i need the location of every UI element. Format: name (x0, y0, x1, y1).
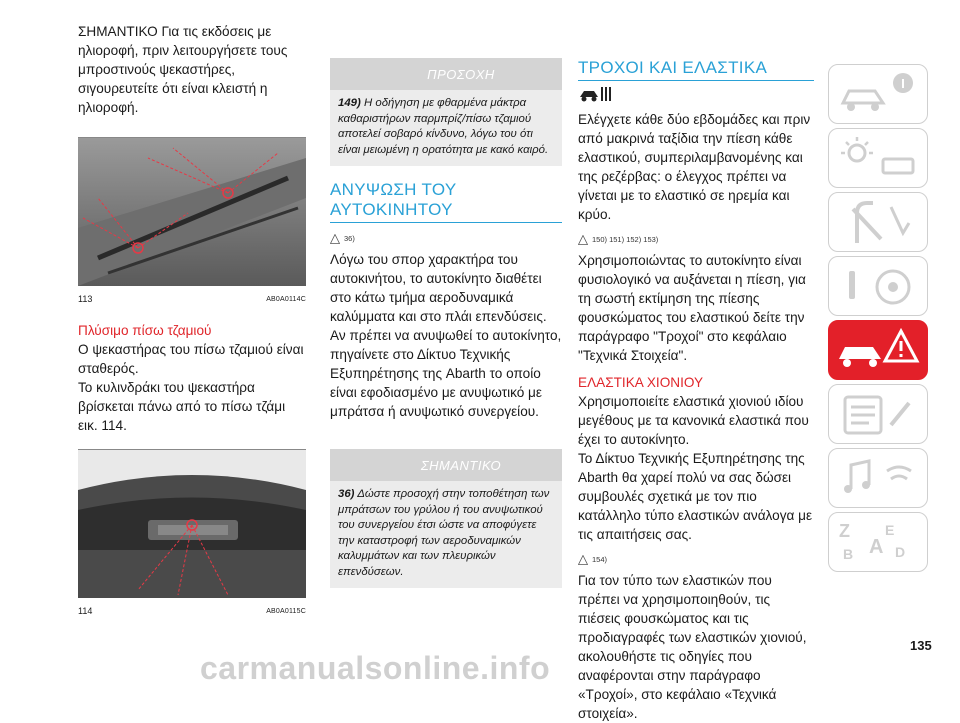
tyre-paragraph-2: Χρησιμοποιώντας το αυτοκίνητο είναι φυσιολογικό να αυξάνεται η πίεση, για τη σωστή εκτίμηση της πίεσης φουσκώματος του ελαστικού δείτε την παράγραφο "Τροχοί" στο κεφάλαιο "Τεχνικά Στοιχεία". (578, 253, 806, 363)
reference-marks (330, 229, 562, 248)
lifting-section-title: ΑΝΥΨΩΣΗ ΤΟΥ ΑΥΤΟΚΙΝΗΤΟΥ (330, 180, 457, 219)
chapter-tab-index[interactable] (828, 512, 928, 572)
tyre-paragraph-1: Ελέγχετε κάθε δύο εβδομάδες και πριν από μακρινά ταξίδια την πίεση κάθε ελαστικού, συμπεριλαμβανομένης και της ρεζέρβας: ο έλεγχος πρέπει να γίνεται με το ελαστικό σε ηρεμία και κρύο. (578, 112, 811, 222)
section-divider (330, 222, 562, 223)
tyre-icon-row (578, 85, 814, 108)
chapter-tab-car-info[interactable] (828, 64, 928, 124)
figure-114-caption (78, 602, 306, 621)
important-banner (330, 449, 562, 481)
snow-paragraph-2: Το Δίκτυο Τεχνικής Εξυπηρέτησης της Abarth θα χαρεί πολύ να σας δώσει συμβουλές σχετικά με τον πιο κατάλληλο τύπο ελαστικών ανάλογα με τις απαιτήσεις σας. (578, 451, 813, 542)
chapter-tab-safety[interactable] (828, 192, 928, 252)
chapter-tab-emergency[interactable] (828, 320, 928, 380)
figure-code: AB0A0114C (266, 296, 306, 303)
warning-text: Η οδήγηση με φθαρμένα μάκτρα καθαριστήρων παρμπρίζ/πίσω τζαμιού αποτελεί σοβαρό κίνδυνο, λόγω του ότι είναι μειωμένη η ορατότητα με κακό καιρό. (338, 97, 549, 156)
car-tyre-icon (578, 85, 614, 103)
caution-icon (578, 235, 588, 245)
warning-banner (330, 58, 562, 90)
warning-title: ΠΡΟΣΟΧΗ (427, 66, 495, 82)
figure-113 (78, 137, 306, 288)
svg-text:D: D (895, 544, 906, 560)
snow-paragraph-3: Για τον τύπο των ελαστικών που πρέπει να χρησιμοποιηθούν, τις πιέσεις φουσκώματος και τις προδιαγραφές των ελαστικών χιονιού, ακολουθήστε τις οδηγίες που αναφέρονται στην παράγραφο «Τροχοί», στο κεφάλαιο «Τεχνικά στοιχεία». (578, 573, 807, 721)
sunroof-note: ΣΗΜΑΝΤΙΚΟ Για τις εκδόσεις με ηλιοροφή, πριν λειτουργήσετε τους μπροστινούς ψεκαστήρες, σιγουρευτείτε ότι είναι κλειστή η ηλιοροφή. (78, 24, 288, 115)
warning-number: 149) (338, 97, 361, 109)
important-title: ΣΗΜΑΝΤΙΚΟ (420, 457, 502, 473)
lifting-paragraph: Λόγω του σπορ χαρακτήρα του αυτοκινήτου, το αυτοκίνητο διαθέτει στο κάτω τμήμα αεροδυναμικά καλύμματα και στο πλάι επενδύσεις. Αν πρέπει να ανυψωθεί το αυτοκίνητο, πηγαίνετε στο Δίκτυο Τεχνικής Εξυπηρέτησης της Abarth το οποίο είναι εφοδιασμένο με ανυψωτικό με μπράτσα ή ανυψωτικό συνεργείου. (330, 252, 562, 419)
maintenance-list-icon (829, 385, 927, 443)
warning-note (330, 90, 562, 166)
snow-tyres-heading: ΕΛΑΣΤΙΚΑ ΧΙΟΝΙΟΥ (578, 375, 704, 390)
watermark: carmanualsonline.info (200, 650, 551, 686)
windshield-washer-image (78, 138, 306, 286)
figure-114 (78, 449, 306, 600)
chapter-tab-driving[interactable] (828, 256, 928, 316)
figure-code: AB0A0115C (266, 608, 306, 615)
caution-icon (330, 234, 340, 244)
reference-marks (578, 230, 814, 249)
car-info-icon (829, 65, 927, 123)
svg-text:A: A (869, 536, 884, 558)
reference-marks (578, 550, 814, 569)
chapter-tab-dashboard[interactable] (828, 128, 928, 188)
reference-number: 154) (592, 555, 608, 564)
important-note (330, 481, 562, 588)
seatbelt-safety-icon (829, 193, 927, 251)
page-number: 135 (910, 638, 932, 653)
svg-text:Z: Z (839, 521, 850, 541)
reference-numbers: 150) 151) 152) 153) (592, 235, 659, 244)
middle-column (330, 58, 562, 588)
figure-number: 113 (78, 294, 93, 304)
car-warning-icon (829, 321, 927, 379)
svg-text:B: B (843, 546, 854, 562)
rear-paragraph-1: Ο ψεκαστήρας του πίσω τζαμιού είναι σταθερός. (78, 342, 304, 376)
section-divider (578, 80, 814, 81)
important-text: Δώστε προσοχή στην τοποθέτηση των μπράτσων του γρύλου ή του ανυψωτικού του συνεργείου έτσι ώστε να αποφύγετε την καταστροφή των αεροδυναμικών καλυμμάτων και των πλευρικών επενδύσεων. (338, 488, 550, 578)
chapter-tab-multimedia[interactable] (828, 448, 928, 508)
wheels-section-title: ΤΡΟΧΟΙ ΚΑΙ ΕΛΑΣΤΙΚΑ (578, 58, 768, 77)
index-letters-icon (829, 513, 927, 571)
left-column (78, 22, 306, 621)
figure-113-caption (78, 290, 306, 309)
reference-number: 36) (344, 234, 355, 243)
caution-icon (578, 555, 588, 565)
chapter-tab-maintenance[interactable] (828, 384, 928, 444)
svg-text:E: E (885, 522, 895, 538)
right-column (578, 58, 814, 723)
rear-washer-image (78, 450, 306, 598)
snow-paragraph-1: Χρησιμοποιείτε ελαστικά χιονιού ιδίου μεγέθους με τα κανονικά ελαστικά που έχει το αυτοκίνητο. (578, 394, 809, 447)
figure-number: 114 (78, 606, 93, 616)
dashboard-lights-icon (829, 129, 927, 187)
steering-key-icon (829, 257, 927, 315)
rear-window-heading: Πλύσιμο πίσω τζαμιού (78, 323, 212, 338)
multimedia-icon (829, 449, 927, 507)
rear-paragraph-2: Το κυλινδράκι του ψεκαστήρα βρίσκεται πάνω από το πίσω τζάμι εικ. 114. (78, 380, 286, 433)
important-number: 36) (338, 488, 355, 500)
